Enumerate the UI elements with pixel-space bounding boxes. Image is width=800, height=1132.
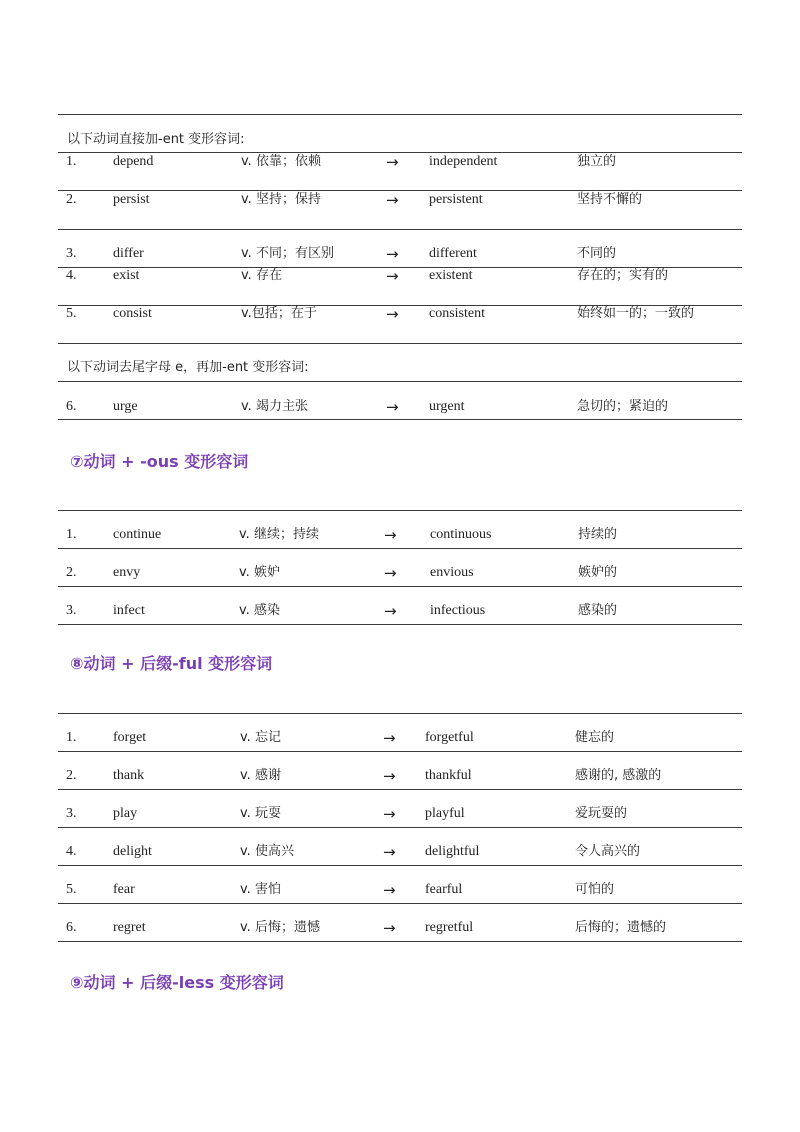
row-number: 5. xyxy=(66,882,77,897)
section-note: 以下动词直接加-ent 变形容词: xyxy=(67,132,245,147)
adjective: continuous xyxy=(430,527,492,542)
verb-meaning: v. 存在 xyxy=(241,268,282,283)
arrow-icon: → xyxy=(386,245,399,263)
verb: envy xyxy=(113,565,141,580)
table-row xyxy=(58,562,742,584)
adjective-meaning: 不同的 xyxy=(577,246,617,261)
adjective-meaning: 令人高兴的 xyxy=(575,844,641,859)
table-row xyxy=(58,727,742,749)
table-row xyxy=(58,765,742,787)
row-number: 1. xyxy=(66,154,77,169)
verb-meaning: v. 后悔；遗憾 xyxy=(240,920,320,935)
verb-meaning: v. 玩耍 xyxy=(240,806,281,821)
verb: persist xyxy=(113,192,150,207)
arrow-icon: → xyxy=(383,767,396,785)
table-row xyxy=(58,265,742,287)
arrow-icon: → xyxy=(386,398,399,416)
table-rule xyxy=(58,586,742,587)
adjective: different xyxy=(429,246,477,261)
verb: thank xyxy=(113,768,145,783)
section-heading: ⑨动词 + 后缀-less 变形容词 xyxy=(70,973,284,992)
adjective-meaning: 持续的 xyxy=(578,527,618,542)
verb: forget xyxy=(113,730,147,745)
table-rule xyxy=(58,343,742,344)
adjective: envious xyxy=(430,565,474,580)
row-number: 3. xyxy=(66,246,77,261)
row-number: 6. xyxy=(66,920,77,935)
table-row xyxy=(58,151,742,173)
arrow-icon: → xyxy=(384,526,397,544)
table-rule xyxy=(58,865,742,866)
table-rule xyxy=(58,510,742,511)
adjective-meaning: 坚持不懈的 xyxy=(577,192,643,207)
section-note: 以下动词去尾字母 e，再加-ent 变形容词: xyxy=(67,360,309,375)
row-number: 2. xyxy=(66,768,77,783)
table-row xyxy=(58,841,742,863)
adjective-meaning: 始终如一的；一致的 xyxy=(577,306,695,321)
adjective-meaning: 后悔的；遗憾的 xyxy=(575,920,667,935)
verb: consist xyxy=(113,306,152,321)
verb-meaning: v. 嫉妒 xyxy=(239,565,280,580)
adjective: existent xyxy=(429,268,473,283)
adjective-meaning: 健忘的 xyxy=(575,730,615,745)
table-row xyxy=(58,600,742,622)
verb-meaning: v. 继续；持续 xyxy=(239,527,319,542)
table-row xyxy=(58,917,742,939)
verb-meaning: v. 依靠；依赖 xyxy=(241,154,321,169)
adjective: independent xyxy=(429,154,498,169)
adjective: thankful xyxy=(425,768,472,783)
verb: exist xyxy=(113,268,140,283)
verb: fear xyxy=(113,882,135,897)
row-number: 4. xyxy=(66,268,77,283)
adjective-meaning: 可怕的 xyxy=(575,882,615,897)
adjective-meaning: 感染的 xyxy=(578,603,618,618)
verb-meaning: v. 感谢 xyxy=(240,768,281,783)
table-rule xyxy=(58,713,742,714)
row-number: 1. xyxy=(66,730,77,745)
table-rule xyxy=(58,903,742,904)
adjective: urgent xyxy=(429,399,465,414)
adjective: persistent xyxy=(429,192,483,207)
verb: continue xyxy=(113,527,162,542)
table-row xyxy=(58,396,742,418)
adjective-meaning: 爱玩耍的 xyxy=(575,806,628,821)
adjective-meaning: 存在的；实有的 xyxy=(577,268,669,283)
arrow-icon: → xyxy=(386,267,399,285)
verb-meaning: v. 感染 xyxy=(239,603,280,618)
arrow-icon: → xyxy=(386,191,399,209)
arrow-icon: → xyxy=(383,843,396,861)
table-rule xyxy=(58,419,742,420)
table-rule xyxy=(58,827,742,828)
row-number: 6. xyxy=(66,399,77,414)
arrow-icon: → xyxy=(383,919,396,937)
table-row xyxy=(58,189,742,211)
adjective: delightful xyxy=(425,844,480,859)
table-row xyxy=(58,879,742,901)
arrow-icon: → xyxy=(383,881,396,899)
arrow-icon: → xyxy=(386,153,399,171)
row-number: 3. xyxy=(66,603,77,618)
verb-meaning: v.包括；在于 xyxy=(241,306,317,321)
verb: infect xyxy=(113,603,145,618)
adjective: fearful xyxy=(425,882,463,897)
verb: differ xyxy=(113,246,144,261)
verb: regret xyxy=(113,920,146,935)
table-row xyxy=(58,803,742,825)
adjective-meaning: 感谢的, 感激的 xyxy=(575,768,662,783)
table-rule xyxy=(58,789,742,790)
arrow-icon: → xyxy=(384,564,397,582)
verb-meaning: v. 使高兴 xyxy=(240,844,294,859)
row-number: 1. xyxy=(66,527,77,542)
row-number: 3. xyxy=(66,806,77,821)
row-number: 2. xyxy=(66,192,77,207)
verb: depend xyxy=(113,154,154,169)
adjective-meaning: 急切的；紧迫的 xyxy=(577,399,669,414)
adjective-meaning: 独立的 xyxy=(577,154,617,169)
adjective: infectious xyxy=(430,603,486,618)
adjective: playful xyxy=(425,806,465,821)
arrow-icon: → xyxy=(383,805,396,823)
adjective-meaning: 嫉妒的 xyxy=(578,565,618,580)
section-heading: ⑦动词 + -ous 变形容词 xyxy=(70,452,249,471)
row-number: 4. xyxy=(66,844,77,859)
row-number: 5. xyxy=(66,306,77,321)
verb-meaning: v. 不同；有区别 xyxy=(241,246,334,261)
verb-meaning: v. 害怕 xyxy=(240,882,281,897)
section-heading: ⑧动词 + 后缀-ful 变形容词 xyxy=(70,654,273,673)
arrow-icon: → xyxy=(383,729,396,747)
table-rule xyxy=(58,751,742,752)
arrow-icon: → xyxy=(386,305,399,323)
verb: delight xyxy=(113,844,152,859)
verb: urge xyxy=(113,399,138,414)
table-rule xyxy=(58,624,742,625)
table-rule xyxy=(58,381,742,382)
table-rule xyxy=(58,548,742,549)
table-row xyxy=(58,524,742,546)
table-rule xyxy=(58,941,742,942)
row-number: 2. xyxy=(66,565,77,580)
arrow-icon: → xyxy=(384,602,397,620)
verb-meaning: v. 竭力主张 xyxy=(241,399,308,414)
adjective: forgetful xyxy=(425,730,474,745)
verb-meaning: v. 坚持；保持 xyxy=(241,192,321,207)
table-row xyxy=(58,243,742,265)
adjective: regretful xyxy=(425,920,474,935)
table-rule xyxy=(58,114,742,115)
verb-meaning: v. 忘记 xyxy=(240,730,281,745)
adjective: consistent xyxy=(429,306,485,321)
table-row xyxy=(58,303,742,325)
table-rule xyxy=(58,229,742,230)
verb: play xyxy=(113,806,138,821)
